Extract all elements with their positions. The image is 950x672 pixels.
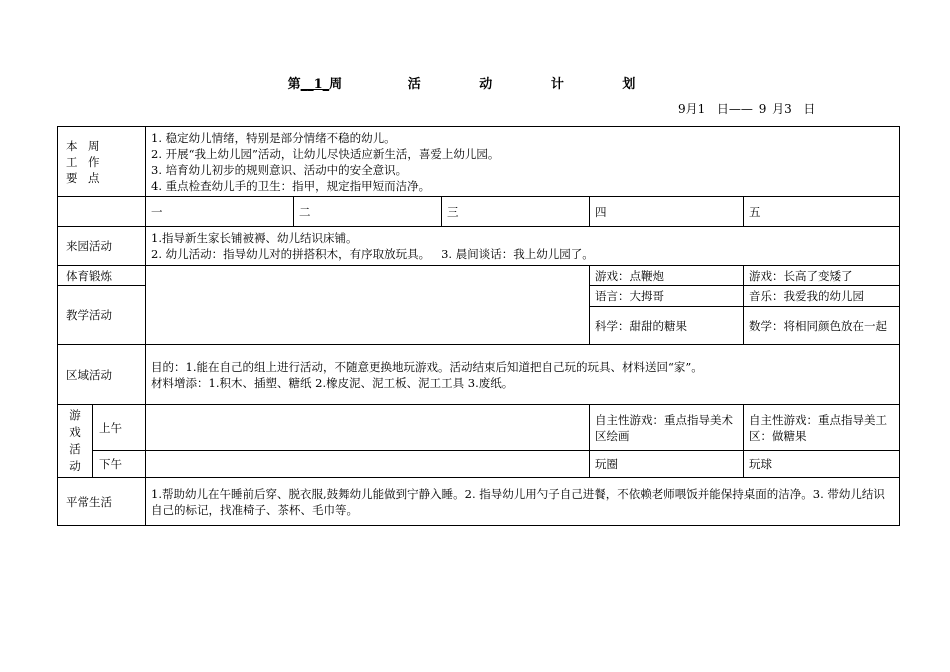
day-header-wed: 三 (442, 197, 590, 227)
teaching-thu-1: 语言：大拇哥 (590, 286, 744, 307)
arrival-line: 1.指导新生家长铺被褥、幼儿结识床铺。 (151, 231, 358, 245)
activity-plan-table (57, 126, 900, 526)
day-header-mon: 一 (146, 197, 294, 227)
focus-item: 1. 稳定幼儿情绪，特别是部分情绪不稳的幼儿。 (151, 130, 396, 145)
pe-fri: 游戏：长高了变矮了 (744, 266, 900, 286)
week-label: 第__1_周 (287, 77, 343, 92)
weekly-focus-label: 本 周 工 作 要 点 (58, 127, 146, 197)
day-header-fri: 五 (744, 197, 900, 227)
arrival-label: 来园活动 (58, 227, 146, 266)
title-char: 计 (550, 77, 564, 92)
teaching-thu-2: 科学：甜甜的糖果 (590, 307, 744, 345)
area-line: 目的：1.能在自己的组上进行活动，不随意更换地玩游戏。活动结束后知道把自己玩的玩具、材料送回“家”。 (151, 359, 703, 374)
teaching-label: 教学活动 (58, 286, 146, 345)
games-morning-blank (146, 405, 590, 451)
weekly-focus-content (146, 127, 900, 197)
games-morning-label: 上午 (93, 405, 146, 451)
title-char: 动 (479, 77, 493, 92)
games-afternoon-blank (146, 451, 590, 478)
area-content (146, 345, 900, 405)
pe-label: 体育锻炼 (58, 266, 146, 286)
pe-teaching-blank-cell (146, 266, 590, 345)
area-label: 区域活动 (58, 345, 146, 405)
date-range: 9月1 日—— 9 月3 日 (678, 102, 816, 116)
games-afternoon-thu: 玩圈 (590, 451, 744, 478)
teaching-fri-2: 数学：将相同颜色放在一起 (744, 307, 900, 345)
games-morning-fri: 自主性游戏：重点指导美工区：做糖果 (744, 405, 900, 451)
games-afternoon-label: 下午 (93, 451, 146, 478)
focus-item: 2. 开展“我上幼儿园”活动，让幼儿尽快适应新生活，喜爱上幼儿园。 (151, 146, 500, 161)
area-line: 材料增添：1.积木、插塑、糖纸 2.橡皮泥、泥工板、泥工工具 3.废纸。 (151, 375, 514, 390)
page-title (0, 73, 950, 92)
teaching-fri-1: 音乐：我爱我的幼儿园 (744, 286, 900, 307)
day-header-thu: 四 (590, 197, 744, 227)
focus-item: 4. 重点检查幼儿手的卫生：指甲，规定指甲短而洁净。 (151, 178, 431, 193)
games-afternoon-fri: 玩球 (744, 451, 900, 478)
daily-life-content: 1.帮助幼儿在午睡前后穿、脱衣服,鼓舞幼儿能做到宁静入睡。2. 指导幼儿用勺子自己进餐，不依赖老师喂饭并能保持桌面的洁净。3. 带幼儿结识自己的标记，找准椅子、茶杯、毛巾等。 (146, 478, 900, 526)
arrival-line: 2. 幼儿活动：指导幼儿对的拼搭积木，有序取放玩具。 3. 晨间谈话：我上幼儿园了。 (151, 247, 594, 261)
title-char: 划 (622, 77, 636, 92)
title-char: 活 (407, 77, 421, 92)
pe-thu: 游戏：点鞭炮 (590, 266, 744, 286)
arrival-content (146, 227, 900, 266)
day-header-tue: 二 (294, 197, 442, 227)
days-corner-cell (58, 197, 146, 227)
games-label: 游 戏 活 动 (58, 405, 93, 478)
daily-life-label: 平常生活 (58, 478, 146, 526)
games-morning-thu: 自主性游戏：重点指导美术区绘画 (590, 405, 744, 451)
focus-item: 3. 培育幼儿初步的规则意识、活动中的安全意识。 (151, 162, 408, 177)
